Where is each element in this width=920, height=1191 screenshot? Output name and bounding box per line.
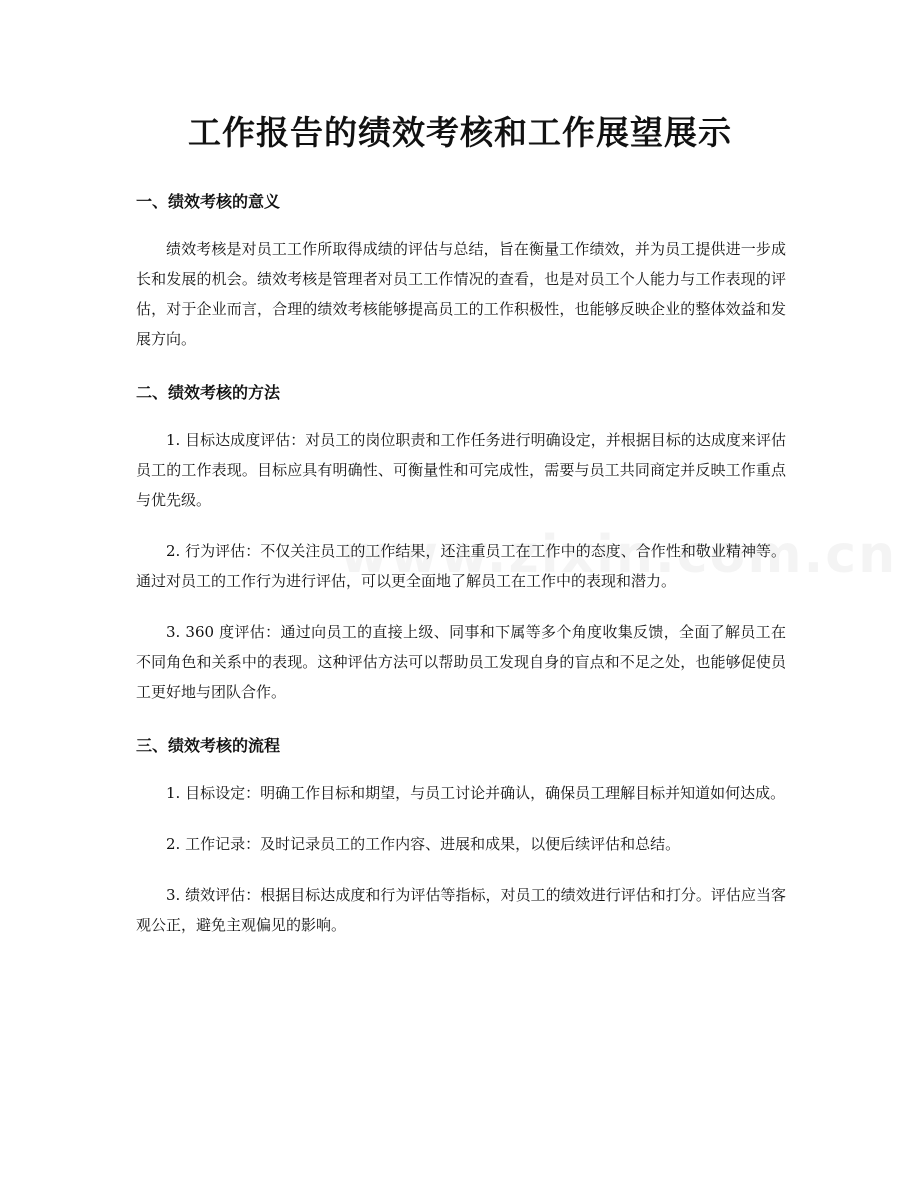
paragraph: 1. 目标达成度评估：对员工的岗位职责和工作任务进行明确设定，并根据目标的达成度来评估员工的工作表现。目标应具有明确性、可衡量性和可完成性，需要与员工共同商定并反映工作重点与优先级。 <box>136 431 786 509</box>
section-process <box>136 728 786 940</box>
paragraph: 1. 目标设定：明确工作目标和期望，与员工讨论并确认，确保员工理解目标并知道如何达成。 <box>166 784 786 802</box>
section-heading: 三、绩效考核的流程 <box>136 736 281 755</box>
paragraph: 3. 360 度评估：通过向员工的直接上级、同事和下属等多个角度收集反馈，全面了解员工在不同角色和关系中的表现。这种评估方法可以帮助员工发现自身的盲点和不足之处，也能够促使员工更好地与团队合作。 <box>136 623 786 701</box>
paragraph: 2. 行为评估：不仅关注员工的工作结果，还注重员工在工作中的态度、合作性和敬业精神等。通过对员工的工作行为进行评估，可以更全面地了解员工在工作中的表现和潜力。 <box>136 542 786 590</box>
section-heading: 二、绩效考核的方法 <box>136 383 281 402</box>
section-significance <box>136 184 786 354</box>
paragraph: 绩效考核是对员工工作所取得成绩的评估与总结，旨在衡量工作绩效，并为员工提供进一步成长和发展的机会。绩效考核是管理者对员工工作情况的查看，也是对员工个人能力与工作表现的评估，对于企业而言，合理的绩效考核能够提高员工的工作积极性，也能够反映企业的整体效益和发展方向。 <box>136 240 786 348</box>
page-title: 工作报告的绩效考核和工作展望展示 <box>188 113 732 152</box>
paragraph: 2. 工作记录：及时记录员工的工作内容、进展和成果，以便后续评估和总结。 <box>166 835 681 853</box>
paragraph: 3. 绩效评估：根据目标达成度和行为评估等指标，对员工的绩效进行评估和打分。评估应当客观公正，避免主观偏见的影响。 <box>136 886 786 934</box>
section-methods <box>136 375 786 707</box>
document-body <box>136 184 786 961</box>
section-heading: 一、绩效考核的意义 <box>136 192 281 211</box>
